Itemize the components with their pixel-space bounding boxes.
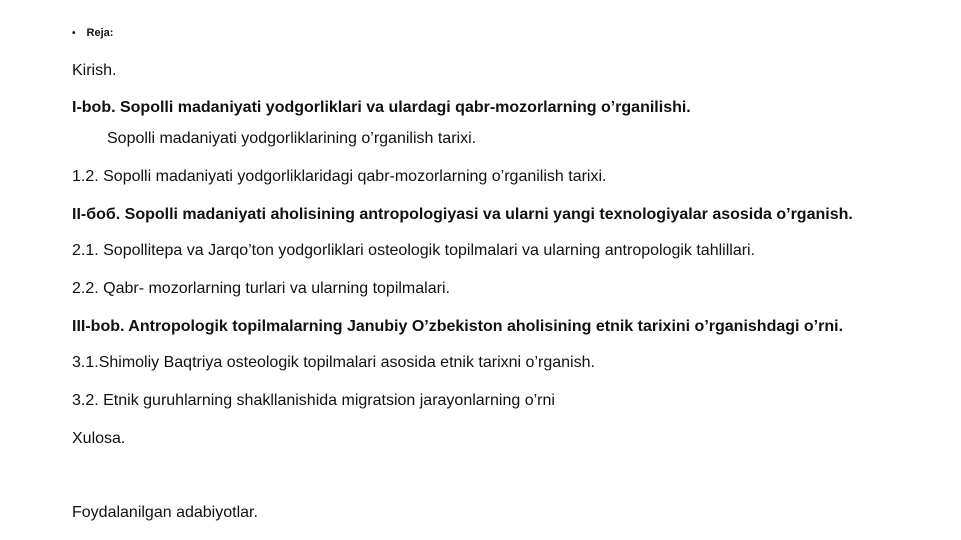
outline-line-section-2-1: 2.1. Sopollitepa va Jarqo’ton yodgorliklari osteologik topilmalari va ularning antropologik tahlillari. — [72, 242, 756, 259]
outline-line-references: Foydalanilgan adabiyotlar. — [72, 504, 258, 521]
outline-line-section-1-2: 1.2. Sopolli madaniyati yodgorliklaridagi qabr-mozorlarning o’rganilish tarixi. — [72, 168, 607, 185]
outline-line-chapter-1: I-bob. Sopolli madaniyati yodgorliklari va ulardagi qabr-mozorlarning o’rganilishi. — [72, 99, 691, 116]
outline-line-section-3-2: 3.2. Etnik guruhlarning shakllanishida migratsion jarayonlarning o’rni — [72, 392, 555, 409]
outline-line-section-2-2: 2.2. Qabr- mozorlarning turlari va ularning topilmalari. — [72, 280, 450, 297]
outline-line-intro: Kirish. — [72, 62, 117, 79]
outline-line-chapter-2: II-боб. Sopolli madaniyati aholisining antropologiyasi va ularni yangi texnologiyalar asosida o’rganish. — [72, 206, 853, 223]
bullet-icon: • — [72, 27, 76, 39]
outline-line-section-1-1: Sopolli madaniyati yodgorliklarining o’rganilish tarixi. — [107, 130, 477, 147]
outline-heading-label: Reja: — [86, 27, 114, 39]
outline-line-section-3-1: 3.1.Shimoliy Baqtriya osteologik topilmalari asosida etnik tarixni o’rganish. — [72, 354, 595, 371]
outline-heading — [72, 27, 113, 39]
outline-line-conclusion: Xulosa. — [72, 430, 126, 447]
outline-line-chapter-3: III-bob. Antropologik topilmalarning Janubiy O’zbekiston aholisining etnik tarixini o’rganishdagi o’rni. — [72, 318, 844, 335]
